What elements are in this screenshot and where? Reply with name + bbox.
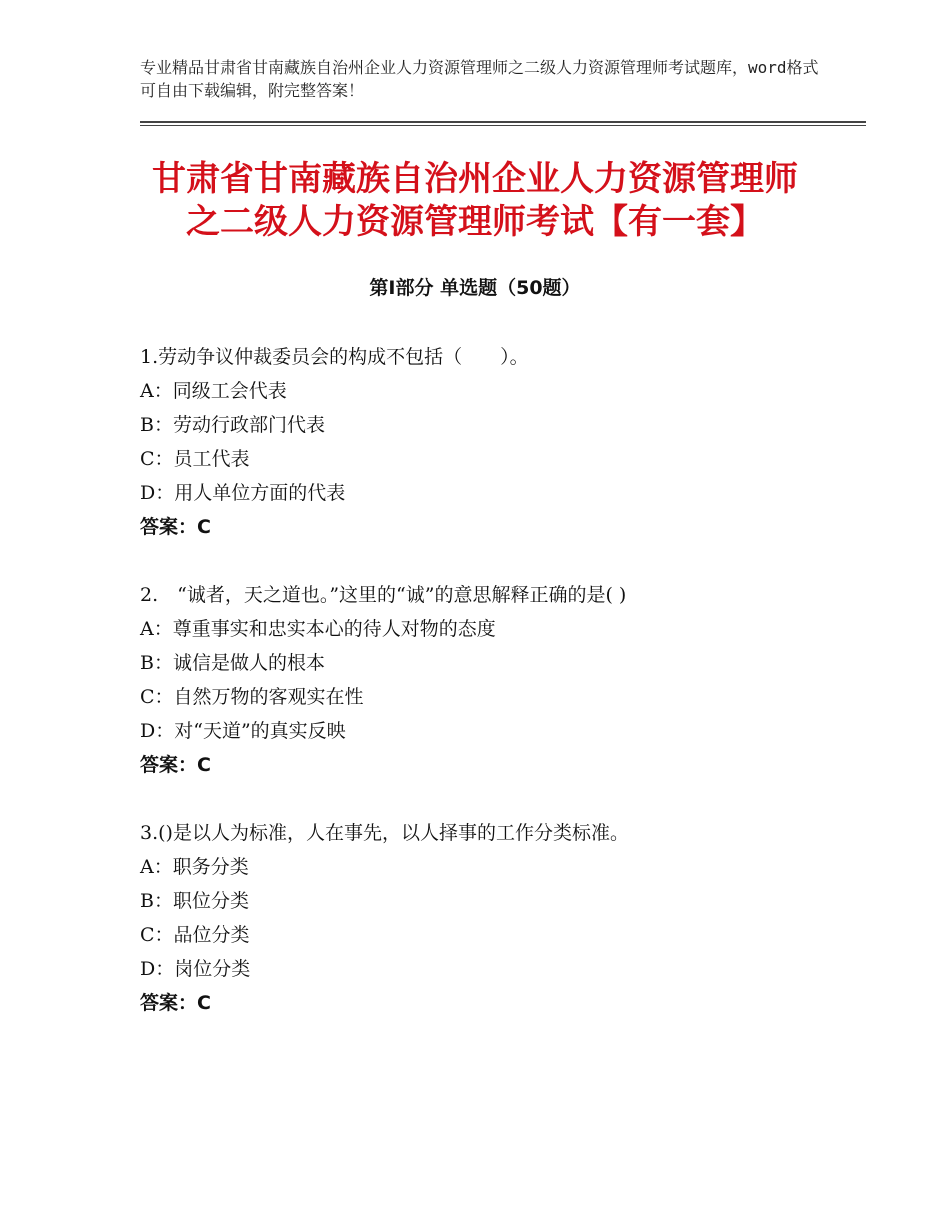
option-d: D：岗位分类	[140, 958, 251, 980]
answer-line: 答案：C	[140, 754, 211, 776]
question-item	[140, 816, 860, 1020]
option-b: B：劳动行政部门代表	[140, 414, 325, 436]
question-item	[140, 578, 860, 782]
document-title	[120, 158, 830, 244]
option-b: B：诚信是做人的根本	[140, 652, 325, 674]
question-list	[140, 340, 860, 1054]
header-divider-thin	[140, 125, 866, 126]
answer-line: 答案：C	[140, 992, 211, 1014]
document-title-line-2: 之二级人力资源管理师考试【有一套】	[186, 202, 764, 242]
option-d: D：用人单位方面的代表	[140, 482, 346, 504]
answer-line: 答案：C	[140, 516, 211, 538]
option-a: A：职务分类	[140, 856, 249, 878]
question-stem: 3.()是以人为标准，人在事先，以人择事的工作分类标准。	[140, 822, 629, 844]
option-c: C：自然万物的客观实在性	[140, 686, 364, 708]
option-c: C：品位分类	[140, 924, 250, 946]
option-a: A：同级工会代表	[140, 380, 287, 402]
header-note: 专业精品甘肃省甘南藏族自治州企业人力资源管理师之二级人力资源管理师考试题库，word格式可自由下载编辑，附完整答案！	[140, 58, 819, 100]
question-stem: 2. “诚者，天之道也。”这里的“诚”的意思解释正确的是( )	[140, 584, 627, 606]
question-item	[140, 340, 860, 544]
document-title-line-1: 甘肃省甘南藏族自治州企业人力资源管理师	[152, 159, 798, 199]
option-d: D：对“天道”的真实反映	[140, 720, 346, 742]
header-divider-thick	[140, 121, 866, 123]
question-stem: 1.劳动争议仲裁委员会的构成不包括（ ）。	[140, 346, 529, 368]
option-a: A：尊重事实和忠实本心的待人对物的态度	[140, 618, 496, 640]
option-b: B：职位分类	[140, 890, 249, 912]
section-heading: 第Ⅰ部分 单选题（50题）	[369, 277, 581, 299]
option-c: C：员工代表	[140, 448, 250, 470]
